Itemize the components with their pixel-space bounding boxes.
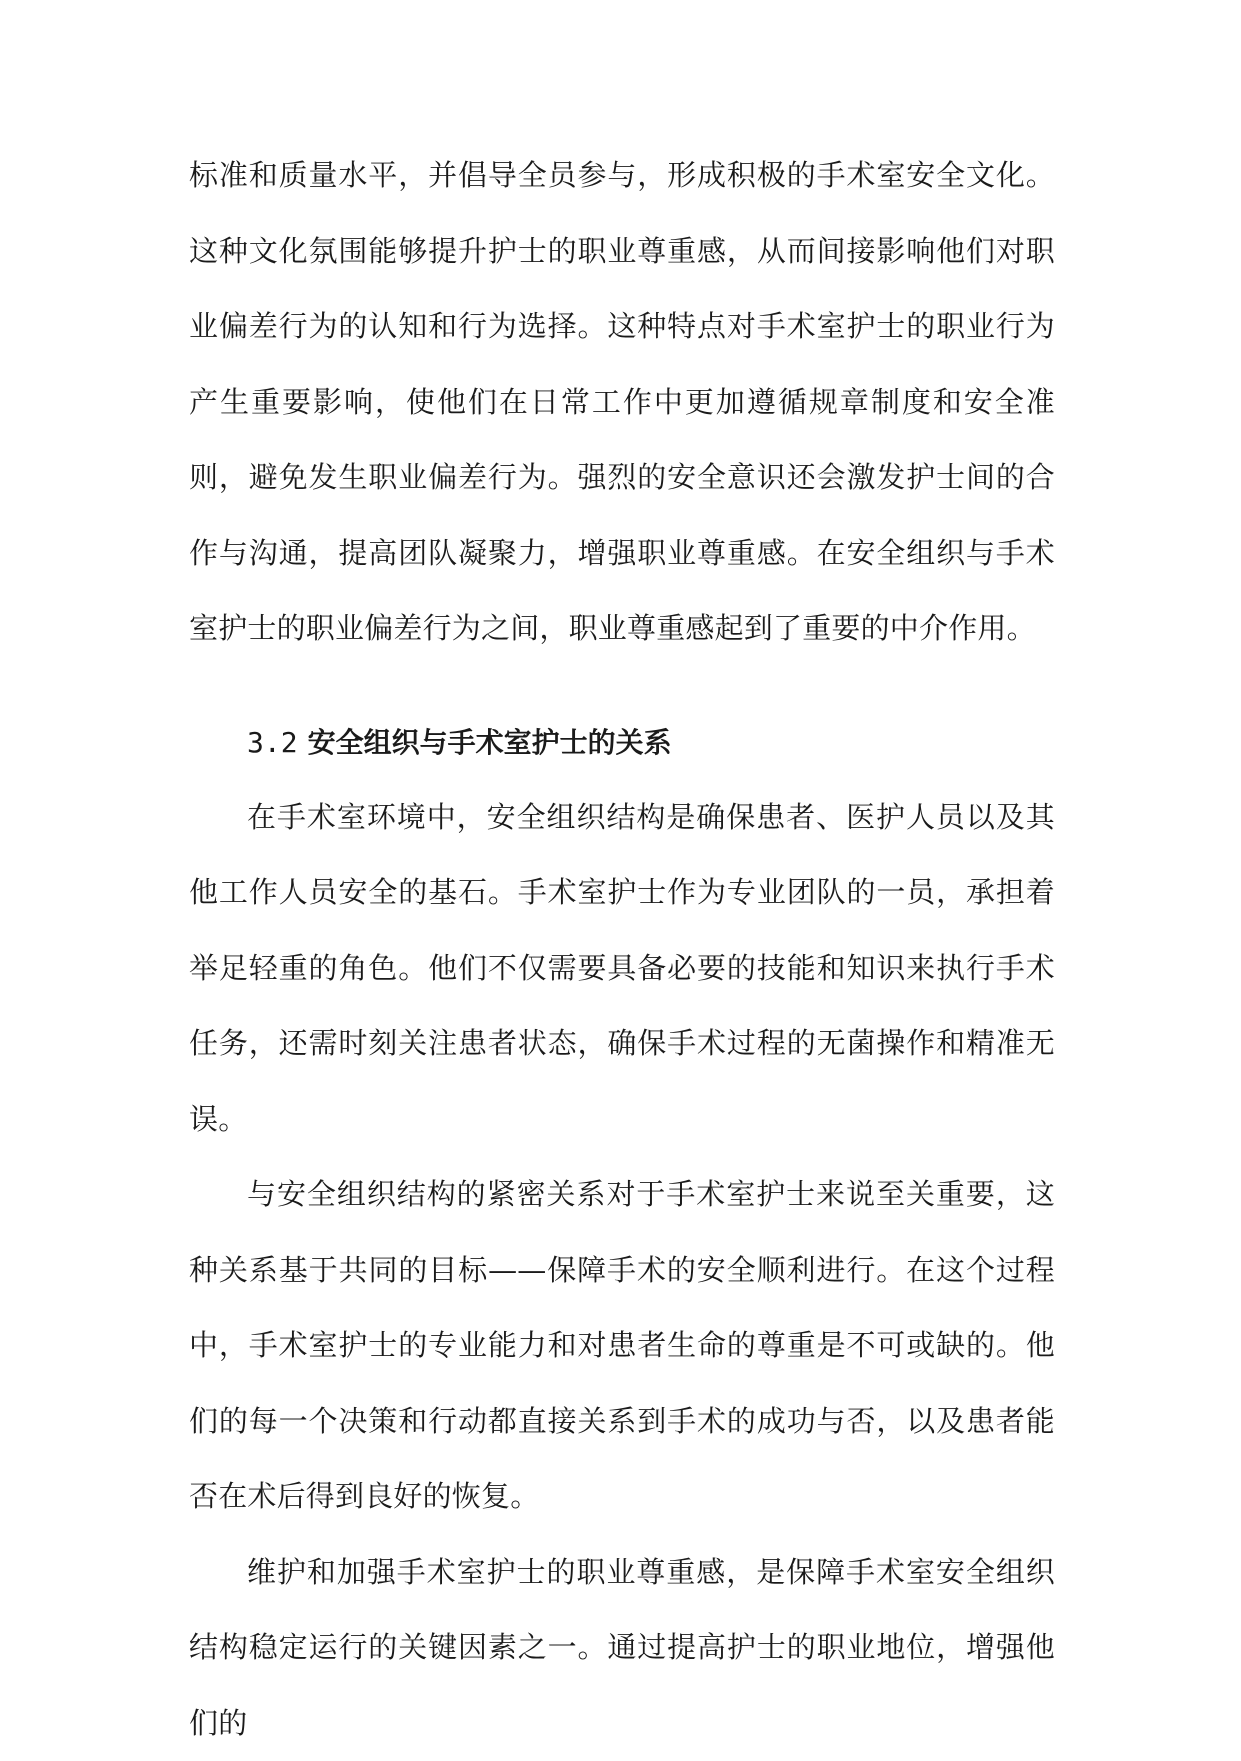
- document-page: [189, 138, 1055, 1761]
- paragraph-3: 维护和加强手术室护士的职业尊重感，是保障手术室安全组织结构稳定运行的关键因素之一。通过提高护士的职业地位，增强他们的: [189, 1535, 1055, 1761]
- paragraph-1: 在手术室环境中，安全组织结构是确保患者、医护人员以及其他工作人员安全的基石。手术室护士作为专业团队的一员，承担着举足轻重的角色。他们不仅需要具备必要的技能和知识来执行手术任务，还需时刻关注患者状态，确保手术过程的无菌操作和精准无误。: [189, 780, 1055, 1158]
- paragraph-2: 与安全组织结构的紧密关系对于手术室护士来说至关重要，这种关系基于共同的目标——保障手术的安全顺利进行。在这个过程中，手术室护士的专业能力和对患者生命的尊重是不可或缺的。他们的每一个决策和行动都直接关系到手术的成功与否，以及患者能否在术后得到良好的恢复。: [189, 1157, 1055, 1535]
- section-title: 安全组织与手术室护士的关系: [308, 726, 672, 759]
- section-heading: [189, 705, 1055, 780]
- section-number: 3.2: [247, 726, 298, 759]
- paragraph-continued: 标准和质量水平，并倡导全员参与，形成积极的手术室安全文化。这种文化氛围能够提升护士的职业尊重感，从而间接影响他们对职业偏差行为的认知和行为选择。这种特点对手术室护士的职业行为产生重要影响，使他们在日常工作中更加遵循规章制度和安全准则，避免发生职业偏差行为。强烈的安全意识还会激发护士间的合作与沟通，提高团队凝聚力，增强职业尊重感。在安全组织与手术室护士的职业偏差行为之间，职业尊重感起到了重要的中介作用。: [189, 138, 1055, 667]
